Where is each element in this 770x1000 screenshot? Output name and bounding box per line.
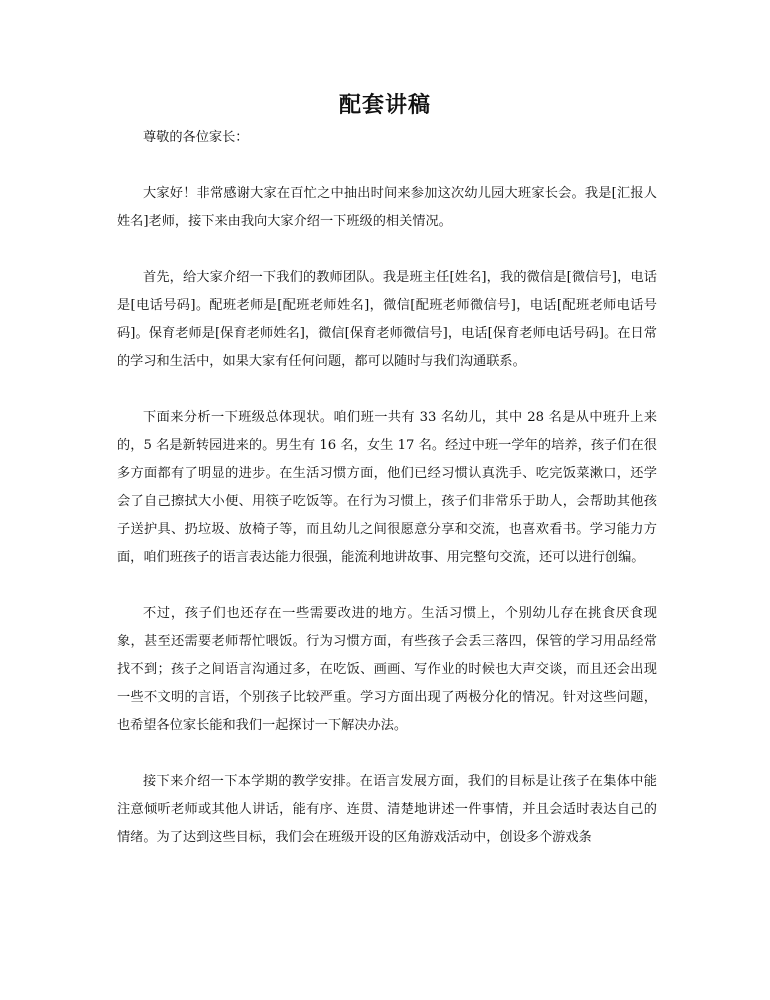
paragraph-class-status: 下面来分析一下班级总体现状。咱们班一共有 33 名幼儿，其中 28 名是从中班升上来的，5 名是新转园进来的。男生有 16 名，女生 17 名。经过中班一学年的培养，孩子们在很多方面都有了明显的进步。在生活习惯方面，他们已经习惯认真洗手、吃完饭菜漱口，还学会了自己擦拭大小便、用筷子吃饭等。在行为习惯上，孩子们非常乐于助人，会帮助其他孩子送护具、扔垃圾、放椅子等，而且幼儿之间很愿意分享和交流，也喜欢看书。学习能力方面，咱们班孩子的语言表达能力很强，能流利地讲故事、用完整句交流，还可以进行创编。	[117, 410, 657, 565]
paragraph-teacher-team: 首先，给大家介绍一下我们的教师团队。我是班主任[姓名]，我的微信是[微信号]，电话是[电话号码]。配班老师是[配班老师姓名]，微信[配班老师微信号]，电话[配班老师电话号码]。保育老师是[保育老师姓名]，微信[保育老师微信号]，电话[保育老师电话号码]。在日常的学习和生活中，如果大家有任何问题，都可以随时与我们沟通联系。	[117, 270, 657, 369]
document-body	[117, 124, 657, 852]
paragraph-teaching-plan: 接下来介绍一下本学期的教学安排。在语言发展方面，我们的目标是让孩子在集体中能注意倾听老师或其他人讲话，能有序、连贯、清楚地讲述一件事情，并且会适时表达自己的情绪。为了达到这些目标，我们会在班级开设的区角游戏活动中，创设多个游戏条	[117, 774, 657, 845]
paragraph-spacer	[117, 236, 657, 264]
greeting: 尊敬的各位家长：	[143, 130, 249, 145]
paragraph-improvements: 不过，孩子们也还存在一些需要改进的地方。生活习惯上，个别幼儿存在挑食厌食现象，甚至还需要老师帮忙喂饭。行为习惯方面，有些孩子会丢三落四，保管的学习用品经常找不到；孩子之间语言沟通过多，在吃饭、画画、写作业的时候也大声交谈，而且还会出现一些不文明的言语，个别孩子比较严重。学习方面出现了两极分化的情况。针对这些问题，也希望各位家长能和我们一起探讨一下解决办法。	[117, 606, 657, 733]
paragraph-spacer	[117, 572, 657, 600]
page-title: 配套讲稿	[338, 92, 431, 118]
paragraph-spacer	[117, 376, 657, 404]
paragraph-intro: 大家好！非常感谢大家在百忙之中抽出时间来参加这次幼儿园大班家长会。我是[汇报人姓名]老师，接下来由我向大家介绍一下班级的相关情况。	[117, 186, 657, 229]
paragraph-spacer	[117, 152, 657, 180]
paragraph-spacer	[117, 740, 657, 768]
